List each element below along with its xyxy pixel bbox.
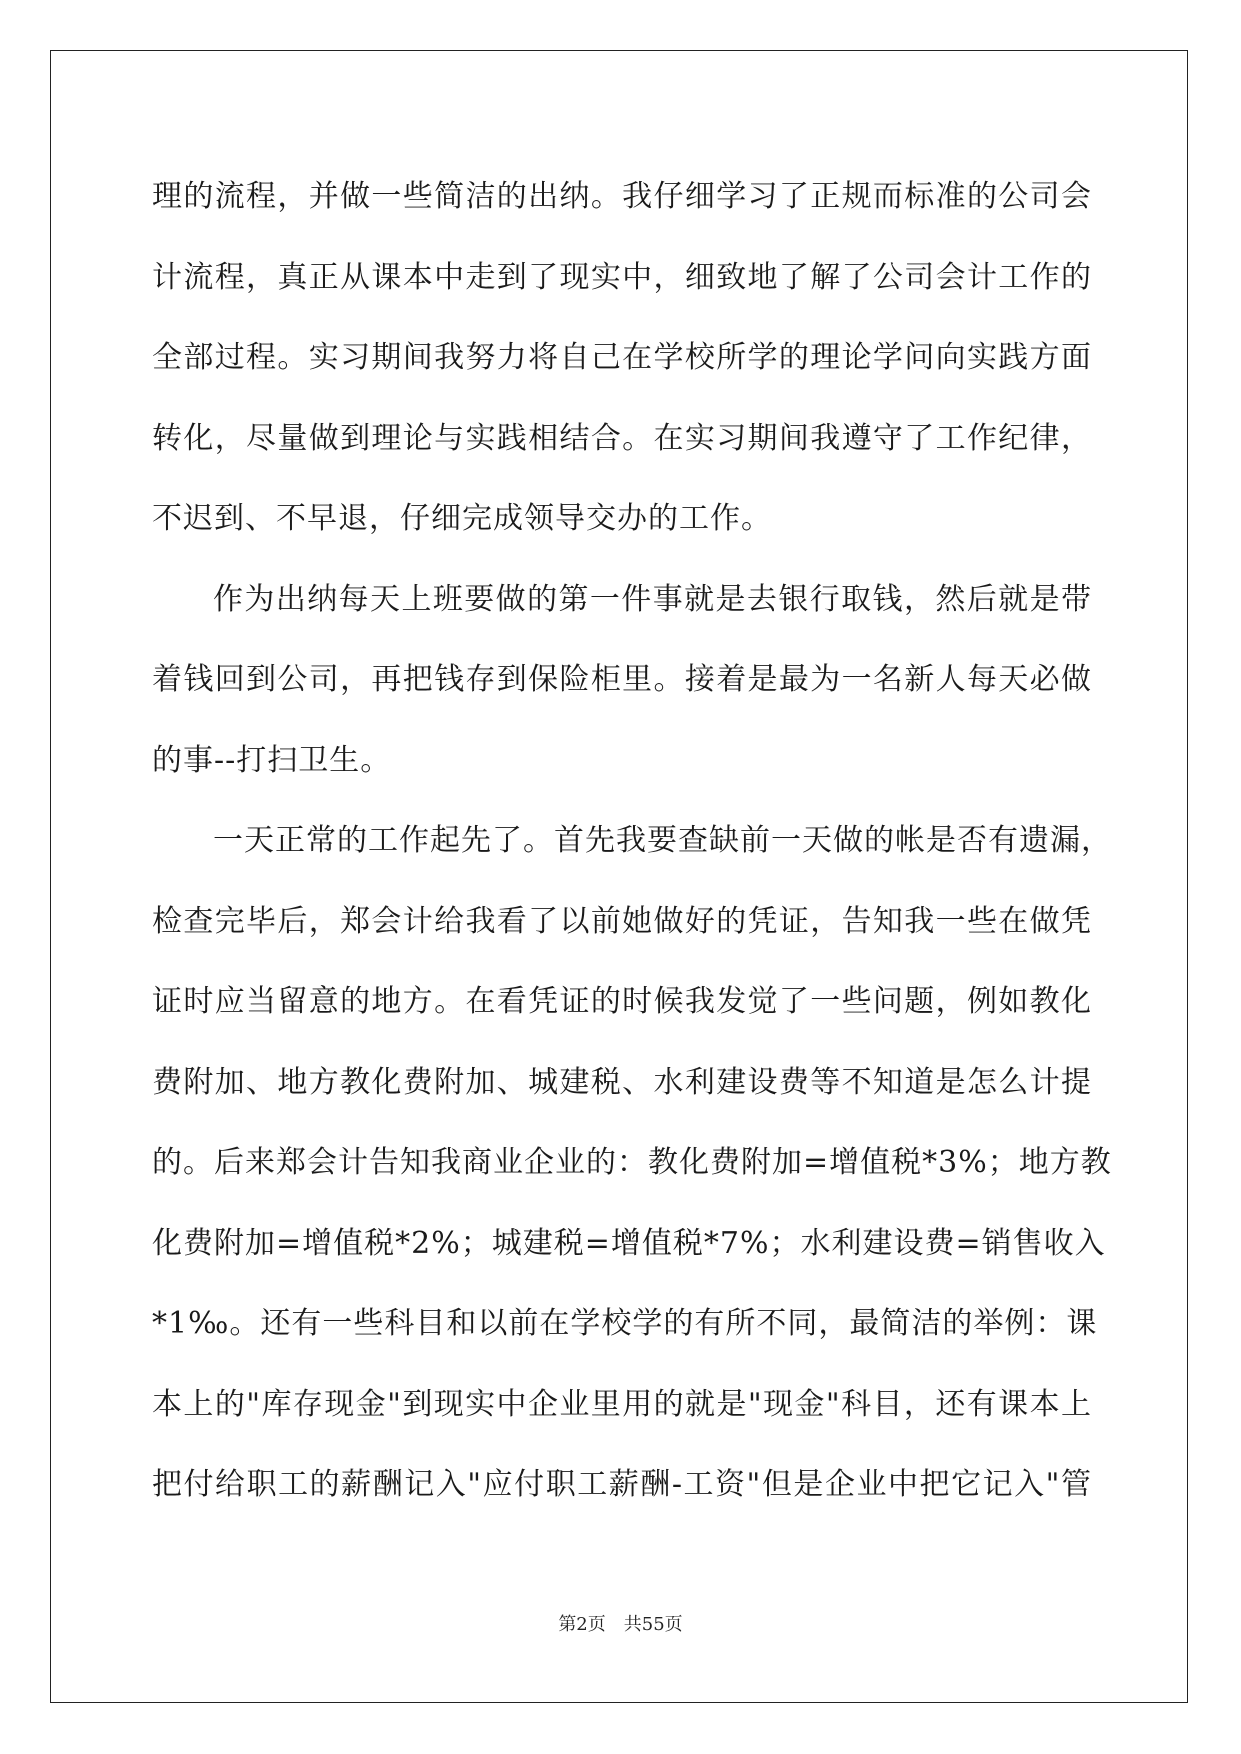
text-line: 的事--打扫卫生。 — [152, 742, 392, 778]
text-line: 检查完毕后，郑会计给我看了以前她做好的凭证，告知我一些在做凭 — [152, 903, 1092, 939]
text-line: 全部过程。实习期间我努力将自己在学校所学的理论学问向实践方面 — [152, 340, 1092, 375]
text-line: 理的流程，并做一些简洁的出纳。我仔细学习了正规而标准的公司会 — [152, 179, 1092, 214]
text-line: 一天正常的工作起先了。首先我要查缺前一天做的帐是否有遗漏， — [213, 823, 1112, 858]
text-line: 证时应当留意的地方。在看凭证的时候我发觉了一些问题，例如教化 — [152, 984, 1092, 1019]
text-line: 计流程，真正从课本中走到了现实中，细致地了解了公司会计工作的 — [152, 259, 1092, 295]
text-line: 把付给职工的薪酬记入"应付职工薪酬-工资"但是企业中把它记入"管 — [152, 1467, 1092, 1502]
text-line: 本上的"库存现金"到现实中企业里用的就是"现金"科目，还有课本上 — [152, 1386, 1092, 1422]
text-line: 的。后来郑会计告知我商业企业的：教化费附加=增值税*3%；地方教 — [152, 1145, 1112, 1180]
text-line: 费附加、地方教化费附加、城建税、水利建设费等不知道是怎么计提 — [152, 1064, 1092, 1100]
text-line: *1‰。还有一些科目和以前在学校学的有所不同，最简洁的举例：课 — [152, 1306, 1098, 1341]
text-line: 不迟到、不早退，仔细完成领导交办的工作。 — [152, 501, 772, 536]
text-line: 着钱回到公司，再把钱存到保险柜里。接着是最为一名新人每天必做 — [152, 662, 1092, 697]
text-line: 转化，尽量做到理论与实践相结合。在实习期间我遵守了工作纪律， — [152, 420, 1092, 456]
text-line: 化费附加=增值税*2%；城建税=增值税*7%；水利建设费=销售收入 — [152, 1225, 1106, 1261]
text-line: 作为出纳每天上班要做的第一件事就是去银行取钱，然后就是带 — [213, 581, 1092, 617]
page-number-footer: 第2页 共55页 — [558, 1614, 683, 1635]
document-body — [152, 157, 1112, 1526]
